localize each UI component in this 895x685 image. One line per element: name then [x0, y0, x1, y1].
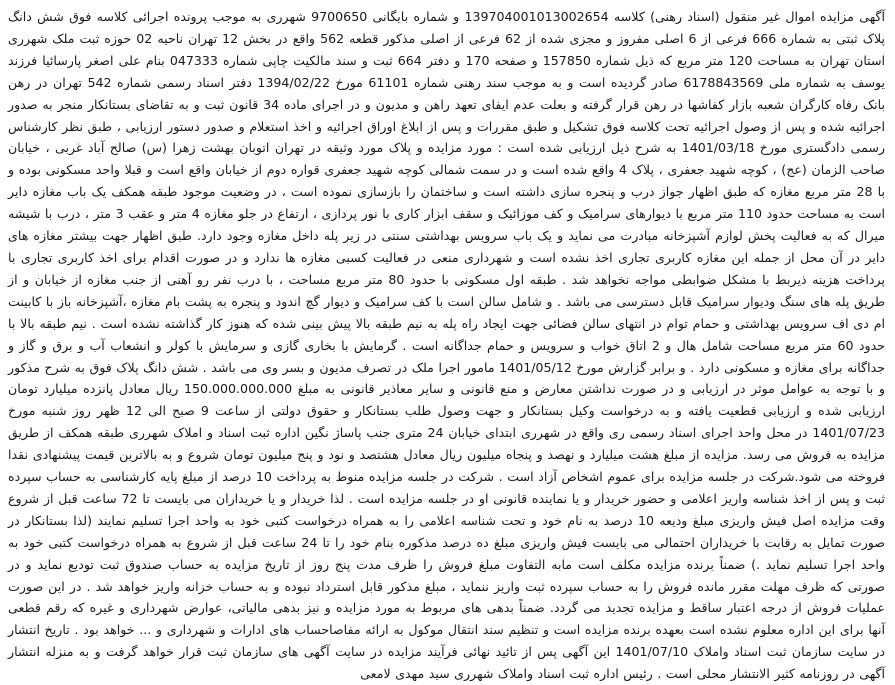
notice-body-text: آگهی مزایده اموال غیر منقول (اسناد رهنی) کلاسه 139704001013002654 و شماره بایگانی 9700650 شهرری به موجب پرونده اجرائی کلاسه فوق شش دانگ پلاک ثبتی به شماره 666 فرعی از 6 اصلی مفروز و مجزی شده از 62 فرعی از اصلی مذکور قطعه 562 واقع در بخش 12 تهران ناحیه 02 حوزه ثبت ملک شهرری استان تهران به مساحت 120 متر مربع که ذیل شماره 157850 و صفحه 170 و دفتر 664 ثبت و سند مالکیت چاپی شماره 047333 بنام علی اصغر پارسائیا فرزند یوسف به شماره ملی 6178843569 صادر گردیده است و به موجب سند رهنی شماره 61101 مورخ 1394/02/22 دفتر اسناد رسمی شماره 542 تهران در رهن بانک رفاه کارگران شعبه بازار کفاشها در رهن قرار گرفته و بعلت عدم ایفای تعهد راهن و مدیون و در اجرای ماده 34 قانون ثبت و به تقاضای بستانکار منجر به صدور اجرائیه شده و پس از وصول اجرائیه تحت کلاسه فوق تشکیل و طبق مقررات و پس از ابلاغ اوراق اجرائیه و اخذ استعلام و صدور دستور ارزیابی ، طبق نظر کارشناس رسمی دادگستری مورخ 1401/03/18 به شرح ذیل ارزیابی شده است : مورد مزایده و پلاک مورد وثیقه در تهران اتوبان بهشت زهرا (س) صالح آباد غربی ، خیابان صاحب الزمان (عج) ، کوچه شهید جعفری ، پلاک 4 واقع شده است و در سمت شمالی کوچه شهید جعفری قواره دوم از خیابان واقع است و قبلا واحد مسکونی بوده و با 28 متر مربع مغازه که طبق اظهار جواز درب و پنجره سازی داشته است و ساختمان را بازسازی نموده است ، در وضعیت موجود طبقه همکف یک باب مغازه دایر است به مساحت حدود 110 متر مربع با دیوارهای سرامیک و کف موزائیک و سقف ابزار کاری با نور پردازی ، ارتفاع در جلو مغازه 4 متر و عقب 3 متر ، درب با شیشه میرال که به فعالیت پخش لوازم آشپزخانه مبادرت می نماید و یک باب سرویس بهداشتی سنتی در زیر پله داخل مغازه وجود دارد. طبق اظهار جهت بیشتر مغازه های دایر در آن محل از جمله این مغازه کاربری تجاری اخذ نشده است و شهرداری منعی در فعالیت کسبی مغازه ها ندارد و در صورت اقدام برای اخذ کاربری تجاری با پرداخت هزینه ذیربط با مشکل ضوابطی مواجه نخواهد شد . طبقه اول مسکونی با حدود 80 متر مربع مساحت ، با درب نفر رو آهنی از جنب مغازه از خیابان و از طریق پله های سنگ ودیوار سرامیک قابل دسترسی می باشد . و شامل سالن است با کف سرامیک و دیوار گچ اندود و پنجره به پشت بام مغازه ،آشپزخانه باز با کابینت ام دی اف سرویس بهداشتی و حمام توام در انتهای سالن فضائی جهت ایجاد راه پله به نیم طبقه بالا پیش بینی شده که هنوز کار گذاشته نشده است . نیم طبقه بالا با حدود 60 متر مربع مساحت شامل هال و 2 اتاق خواب و سرویس و حمام جداگانه است . گرمایش با بخاری گازی و سرمایش با کولر و انشعاب آب و برق و گاز و جداگانه برای مغازه و مسکونی دارد . و برابر گزارش مورخ 1401/05/12 مامور اجرا ملک در تصرف مدیون و بسر وی می باشد . شش دانگ پلاک فوق به شرح مذکور و با توجه به عوامل موثر در ارزیابی و در صورت نداشتن معارض و منع قانونی و سایر معاذیر قانونی به مبلغ 150.000.000.000 ریال معادل پانزده میلیارد تومان ارزیابی شده و ارزیابی قطعیت یافته و به درخواست وکیل بستانکار و جهت وصول طلب بستانکار و حقوق دولتی از ساعت 9 صبح الی 12 ظهر روز شنبه مورخ 1401/07/23 در محل واحد اجرای اسناد رسمی ری واقع در شهرری ابتدای خیابان 24 متری جنب پاساژ نگین اداره ثبت اسناد و املاک شهرری طبقه همکف از طریق مزایده به فروش می رسد. مزایده از مبلغ هشت میلیارد و نهصد و پنجاه میلیون ریال معادل هشتصد و نود و پنج میلیون تومان شروع و به بالاترین قیمت پیشنهادی نقدا فروخته می شود.شرکت در جلسه مزایده برای عموم اشخاص آزاد است . شرکت در جلسه مزایده منوط به پرداخت 10 درصد از مبلغ پایه کارشناسی به حساب سپرده ثبت و پس از اخذ شناسه واریز اعلامی و حضور خریدار و یا نماینده قانونی او در جلسه مزایده است . لذا خریدار و یا خریداران می بایست تا 72 ساعت قبل از شروع وقت مزایده اصل فیش واریزی مبلغ ودیعه 10 درصد به نام خود و تحت شناسه اعلامی را به همراه درخواست کتبی خود به واحد اجرا تسلیم نمایند (لذا بستانکار در صورت تمایل به رقابت با خریداران احتمالی می بایست فیش واریزی مبلغ ده درصد مذکوره بنام خود را تا 24 ساعت قبل از شروع به همراه درخواست کتبی خود به واحد اجرا تسلیم نماید .) ضمناً برنده مزایده مکلف است مابه التفاوت مبلغ فروش را ظرف مدت پنج روز از تاریخ مزایده به حساب صندوق ثبت تودیع نماید و در صورتی که ظرف مهلت مقرر مانده فروش را به حساب سپرده ثبت واریز ننماید ، مبلغ مذکور قابل استرداد نبوده و به حساب خزانه واریز خواهد شد . در این صورت عملیات فروش از درجه اعتبار ساقط و مزایده تجدید می گردد. ضمناً بدهی های مربوط به مورد مزایده و نیز بدهی مالیاتی، عوارض شهرداری و غیره که رقم قطعی آنها برای این اداره معلوم نشده است بعهده برنده مزایده است و تنظیم سند انتقال موکول به ارائه مفاصاحساب های ادارات و شهرداری و ... خواهد بود . تاریخ انتشار در سایت سازمان ثبت اسناد واملاک 1401/07/10 این آگهی پس از تائید نهائی فرآیند مزایده در سایت آگهی های سازمان ثبت قرار خواهد گرفت و به منزله انتشار آگهی در روزنامه کثیر الانتشار محلی است . رئیس اداره ثبت اسناد واملاک شهرری سید مهدی لامعی [8, 9, 886, 682]
